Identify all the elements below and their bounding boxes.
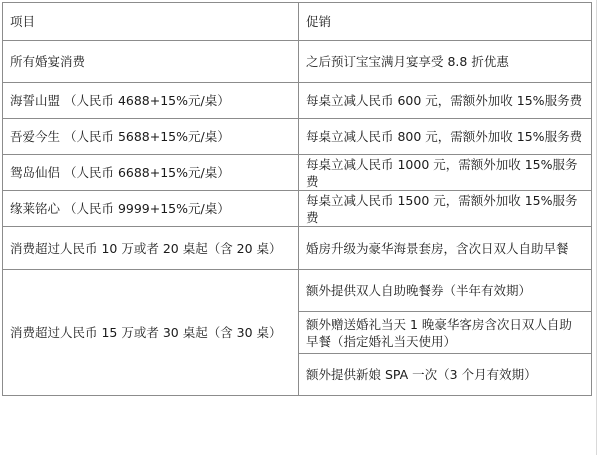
cell-promo: 额外提供双人自助晚餐券（半年有效期） (299, 270, 592, 312)
table-row (3, 191, 592, 227)
header-item: 项目 (3, 3, 299, 41)
cell-promo: 额外赠送婚礼当天 1 晚豪华客房含次日双人自助早餐（指定婚礼当天使用） (299, 312, 592, 354)
table-row (3, 227, 592, 270)
cell-promo: 额外提供新娘 SPA 一次（3 个月有效期） (299, 354, 592, 396)
cell-promo: 每桌立减人民币 600 元，需额外加收 15%服务费 (299, 83, 592, 119)
cell-item: 消费超过人民币 10 万或者 20 桌起（含 20 桌） (3, 227, 299, 270)
cell-promo: 每桌立减人民币 1500 元，需额外加收 15%服务费 (299, 191, 592, 227)
page-edge-divider (596, 0, 597, 455)
cell-promo: 之后预订宝宝满月宴享受 8.8 折优惠 (299, 41, 592, 83)
cell-item: 吾爱今生 （人民币 5688+15%元/桌） (3, 119, 299, 155)
header-promo: 促销 (299, 3, 592, 41)
table-row (3, 155, 592, 191)
table-row (3, 83, 592, 119)
promotion-table (2, 2, 592, 396)
cell-item: 缘莱铭心 （人民币 9999+15%元/桌） (3, 191, 299, 227)
table-row (3, 41, 592, 83)
cell-promo: 每桌立减人民币 1000 元，需额外加收 15%服务费 (299, 155, 592, 191)
cell-item-group: 消费超过人民币 15 万或者 30 桌起（含 30 桌） (3, 270, 299, 396)
cell-promo: 婚房升级为豪华海景套房，含次日双人自助早餐 (299, 227, 592, 270)
cell-item: 所有婚宴消费 (3, 41, 299, 83)
table-row (3, 270, 592, 312)
cell-item: 海誓山盟 （人民币 4688+15%元/桌） (3, 83, 299, 119)
cell-promo: 每桌立减人民币 800 元，需额外加收 15%服务费 (299, 119, 592, 155)
table-header-row (3, 3, 592, 41)
table-row (3, 119, 592, 155)
cell-item: 鸳岛仙侣 （人民币 6688+15%元/桌） (3, 155, 299, 191)
